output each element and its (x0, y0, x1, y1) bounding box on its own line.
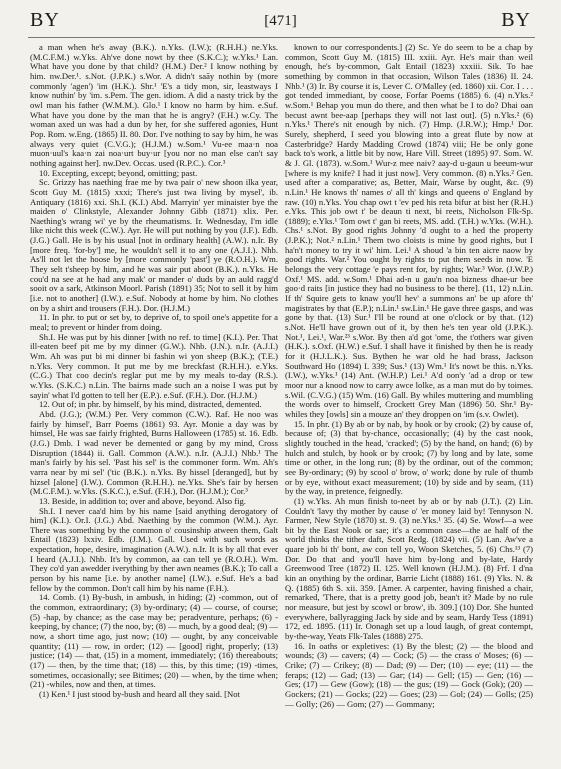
running-head (30, 9, 531, 33)
right-paragraph: known to our correspondents.] (2) Sc. Ye do seem to be a chap by common, Scott Guy M. (1815) III. xxiii. Ayr. He's mair than weil enough, he's by-common, Galt Entail (1823) xxxiii. Sik. To hae something by common in that occasion, Wilson Tales (1836) II. 24. Nhb.¹ (3) Ir. By course it is, Lever C. O'Malley (ed. 1860) xii. Cor. I . . . got tended immediant, by coose, Forfar Poems (1885) 6. (4) n.Yks.² w.Som.¹ Behap you mun do there, and then what be I to do? Dhai oan becust awnt bee-aap [perhaps they will not last out]. (5) n.Yks.² (6) n.Yks.¹ There's nit enough by nich. (7) Hmp. (J.R.W.); Hmp.¹ Dor. Surely, shepherd, I seed you blowing into a great flute by now at Casterbridge? Hardy Madding Crowd (1874) viii; He be only gone back to's work, a little bit by now, Hare Vill. Street (1895) 97. Som. W. & J. Gl. (1873). w.Som.¹ Wur-z mee naiv? aay-d u-gaun u beeum-wur [where is my knife? I had it just now]. Very common. (8) n.Yks.² Gen. used after a comparative; as, Better, Mair, Warse by ought, &c. (9) n.Lin.¹ He knows th' names o' all th' kings and queens o' England by raw. (10) n.Yks. You chap owt t 'ev ped his reta bifur at bist her (R.H.) e.Yks. This job owt t' be deaun ti next, bi reets, Nicholson Flk-Sp. (1889); e.Yks.¹ Tom owt t' gan bi reets, MS. add. (T.H.) w.Yks. (W.H.). Chs.¹ s.Not. By good rights Johnny 'd ought to a hed the property (J.P.K.); Not.² n.Lin.¹ Them two cloists is mine by good rights, but I ha'n't money to try it wi' him. Lei.¹ A shoud 'a bin ten aicre naow by good rights. War.² You ought by rights to put them seeds in now. 'E belongs the very cottage 'e pays rent for, by rights; War.³ Wor. (J.W.P.) Oxf.¹ MS. add. w.Som.¹ Dhai ad-n u gau'n noa bizness dhae-ur bee goo·d raits [in justice they had no business to be there]. (11, 12) n.Lin. If th' Squire gets to knaw you'll hev' a summons an' be up afore th' magistrates by that (E.P.); n.Lin.¹ sw.Lin.¹ He gave three gasps, and was gone by that. (13) Sur.¹ I'll be round at one o'clock or by that. (12) s.Not. He'll have grown out of it, by then he's ten year old (J.P.K.). Not.¹, Lei.¹, War.²³ s.Wor. By then a'd got 'ome, the t'others war given (H.K.). s.Oxf. (H.W.) e.Suf. I shall have it finished by then he is ready for it (H.J.L.K.). Sus. Bythen he war old he had brass, Jackson Southward Ho (1894) I. 339; Sus.¹ (13) Wm.¹ It's nowt be this. n.Yks. (I.W.), w.Yks.¹ (14) Ant. (W.H.P.) Lei.¹ A'd oon'y 'ad a drop or tew moor nur a knood now to carry awce lolke, as a man mut do by toimes. s.Wil. (C.V.G.) (15) Wm. (16) Gall. By whiles muttering and mumbling the words over to himself, Crockett Grey Man (1896) 50. Shr.¹ By-whiles they [owls] sin a mouze an' they droppen on 'im (s.v. Owlet). (285, 43, 533, 419)
right-paragraph: (1) w.Yks. Ah mun finish to-neet by ab or by nab (J.T.). (2) Lin. Couldn't 'lavy thy mother by cause o' 'er money laid by! Tennyson N. Farmer, New Style (1870) st. 9. (3) ne.Yks.¹ 35. (4) Se. Wowf—a wee bit by the East Nook or sae; it's a common case—the ae half of the world thinks the tither daft, Scott Redg. (1824) vii. (5) Lan. Aw've a quare job bi th' bont, aw con tell yo, Woon Sketches, 5. (6) Chs.¹³ (7) Dor. Do that and you'll have him by-long and by-late, Hardy Greenwood Tree (1872) II. 125. Well known (H.J.M.). (8) Frf. I d'na kin an onything by the ordinar, Barrie Licht (1888) 161. (9) Yks. N. & Q. (1885) 6th S. xii. 359. [Amer. A carpenter, having finished a chair, remarked, 'There, that is a pretty good job, bean't it? Made by no rule nor measure, but jest by scowl or brow', ib. 309.] (10) Dor. She hunted everywhere, ballyragging Jack by side and by seam, Hardy Tess (1891) 172, ed. 1895. (11) Ir. Oonagh set up a loud laugh, of great contempt, by-the-way, Yeats Flk-Tales (1888) 275. (285, 495, 533, 642)
header-rule (28, 37, 535, 38)
left-paragraph: 13. Beside, in addition to; over and above, beyond. Also fig. (39, 495, 246, 506)
header-left-word: BY (30, 9, 60, 31)
right-paragraph: 16. In oaths or expletives: (1) By the blest; (2) — the blood and wounds; (3) — cavers; (4) — Cock; (5) — the crass o' Moses; (6) — Crike; (7) — Crikey; (8) — Dad; (9) — Der; (10) — eye; (11) — the feraps; (12) — Gad; (13) — Gar; (14) — Gell; (15) — Gen; (16) — Ges; (17) — Gew (Gow); (18) — the gus; (19) — Gock (Gok); (20) — Gockers; (21) — Gocks; (22) — Goes; (23) — Gol; (24) — Golls; (25) — Golly; (26) — Gom; (27) — Gommany; (285, 640, 533, 709)
left-paragraph: Sh.I. I never caa'd him by his name [said anything derogatory of him] (K.I.). Or.I. (J.G.) Abd. Naething by the common (W.M.). Ayr. There was something by the common o' cousinship atween them, Galt Entail (1823) lxxiv. Edb. (J.M.). Gall. Used with such words as expectation, hope, desire, imagination (A.W.). n.Ir. It is by all that ever I heard (A.J.I.). Nhb. It's by common, aa can tell ye (R.O.H.). Wm. They co'd yan awedder iverything by ther awn neames (B.K.); To call a person by his name [i.e. by another name] (I.W.). e.Suf. He's a bad fellow by the common. Don't call him by his name (F.H.). (30, 505, 278, 593)
left-column (30, 43, 278, 763)
left-paragraph: 14. Comb. (1) By-bush, in ambush, in hiding; (2) -common, out of the common, extraordinary; (3) by-ordinary; (4) — course, of course; (5) -hap, by chance; as the case may be; peradventure, perhaps; (6) -keeping, by chance; (7) the noo, by; (8) — much, by a good deal; (9) —now, a short time ago, just now; (10) — ought, by any conceivable quantity; (11) — row, in order; (12) — [good] right, properly; (13) justice; (14) — that, (15) in a moment, immediately; (16) thereabouts; (17) — then, by the time that; (18) — this, by this time; (19) -times, sometimes, occasionally; see Bitimes; (20) — when, by the time when; (21) -whiles, now and then, at times. (30, 592, 278, 690)
left-paragraph: Abd. (J.G.); (W.M.) Per. Very common (C.W.). Raf. He noo was fairly by himsel', Barr Poems (1861) 93. Ayr. Monie a day was by himsel, He was sae fairly frighted, Burns Halloween (1785) st. 16. Edb. (J.G.) Dmb. I wad never be demented or gang by my mind, Cross Disruption (1844) ii. Gall. Common (A.W.). n.Ir. (A.J.I.) Nhb.¹ The man's fairly by his sel. 'Past his sel' is the commoner form. Wm. Ah's varra near by mi sel' ('tic (B.K.). n.Yks. By hissel [deranged], but by hizsel [alone] (I.W.). Common (R.H.H.). ne.Yks. She's fair by hersen (M.C.F.M.). w.Yks. (S.K.C.), e.Suf. (F.H.), Dor. (H.J.M.); Cor.³ (30, 408, 278, 497)
page-number: [471] (264, 13, 297, 29)
left-paragraph: Sh.I. He was put by his dinner [with no ref. to time] (K.I.). Per. That ill-eaten beef pit me by my dinner (G.W.). Nhb. (J.N.). n.Ir. (A.J.I.) Wm. Ah was put bi mi dinner bi fashin wi yon sheep (B.K.); (T.E.) n.Yks. Very common. It put me by me breckfast (R.H.H.). e.Yks. (C.G.) That coo decin's reglar put me by my meals to-day (R.S.). w.Yks. (S.K.C.) n.Lin. The bairns made such an a noise I was put by sayin' what I'd gotten to tell her (E.P.). e.Suf. (F.H.). Dor. (H.J.M.) (30, 331, 278, 400)
left-paragraph: Sc. Grizzy has naething frae me by twa pair o' new shoon ilka year, Scott Guy M. (1815) xxxi; There's just twa living by mysel', ib. Antiquary (1816) xxi. Sh.I. (K.I.) Abd. Marryin' yer minaister bye the maiden o' Clinkstyle, Alexander Johnny Gibb (1871) xlix. Per. Naething's wrang wi' ye by the rheumatisms. Ir. Wednesday, I'm idle like nicht this week (C.W.). Ayr. He will put nothing by you (J.F.). Edb. (J.G.) Gall. He is by his usual [not in ordinary health] (A.W.). n.Ir. By [more freq. 'for-by'] me, he wouldn't sell it to any one (A.J.I.). Nhb. As'll not let the hoose by [more commonly 'past'] ye (R.O.H.). Wm. They selt t'sheep by him, and he was sair put aboot (B.K.). n.Yks. He cou'd na see at he had any mak' or mander o' duds by an auld ragg'd sooit ov a sark, Atkinson Moorl. Parish (1891) 35; Not to sell it by him [i.e. not to another] (I.W.). e.Suf. Nobody at home by him. No clothes on by a shirt and trousers (F.H.). Dor. (H.J.M.) (30, 177, 278, 313)
left-paragraph: (1) Ken.¹ I just stood by-bush and heard all they said. [Not (39, 688, 240, 699)
left-paragraph: 12. Out of; in phr. by himself, by his mind, distracted, demented. (39, 399, 262, 410)
header-right-word: BY (501, 9, 531, 31)
left-paragraph: a man when he's away (B.K.). n.Yks. (I.W.); (R.H.H.) ne.Yks. (M.C.F.M.) w.Yks. Ah've done nowt by thee (S.K.C.); w.Yks.¹ Lan. What have you done by that child? (H.M.) Der.² I know nothing by him. nw.Der.¹. s.Not. (J.P.K.) s.Wor. A didn't saāy nothin by (more commonly 'agen') 'im (H.K.). Shr.¹ 'E's a tidy mon, sir, leastways I know nuthin' by 'im. s.Pem. The gen. idiom. A did a nasty trick by the owl man his father (W.M.M.). Glo.¹ I know no harm by him. e.Suf. What have you done by the man that he is angry? (F.H.) w.Cy. The woman axed un was had a dun by her, for she suffered agonies, Hunt Pop. Rom. w.Eng. (1865) II. 80. Dor. I've nothing to say by him, he was always very quiet (C.V.G.); (H.J.M.) w.Som.¹ Vu-ee maa·n noa muon·uul's kaa·n zai noa·urt buy·ur [you nor no man else can't say nothing against her]. nw.Dev. Occas. used (R.P.C.). Cor.³ (30, 43, 278, 168)
left-paragraph: 11. In phr. to put or set by, to deprive of, to spoil one's appetite for a meal; to prevent or hinder from doing. (30, 312, 278, 333)
left-paragraph: 10. Excepting, except; beyond, omitting; past. (39, 167, 198, 178)
right-paragraph: 15. In phr. (1) By ab or by nab, by hook or by crook; (2) by cause of, because of; (3) that by-chance, occasionally; (4) by the cast nook, slightly touched in the head, 'cracked'; (5) by the hand, on hand; (6) by hulch and stulch, by hook or by crook; (7) by long and by late, some time or other, in the long run; (8) by the ordinar, out of the common; see By-ordinary; (9) by scool o' brow, o' work; done by rule of thumb or by eye, without exact measurement; (10) by side and by seam, (11) by the way, in pretence, feignedly. (285, 418, 533, 497)
right-column (285, 43, 533, 763)
